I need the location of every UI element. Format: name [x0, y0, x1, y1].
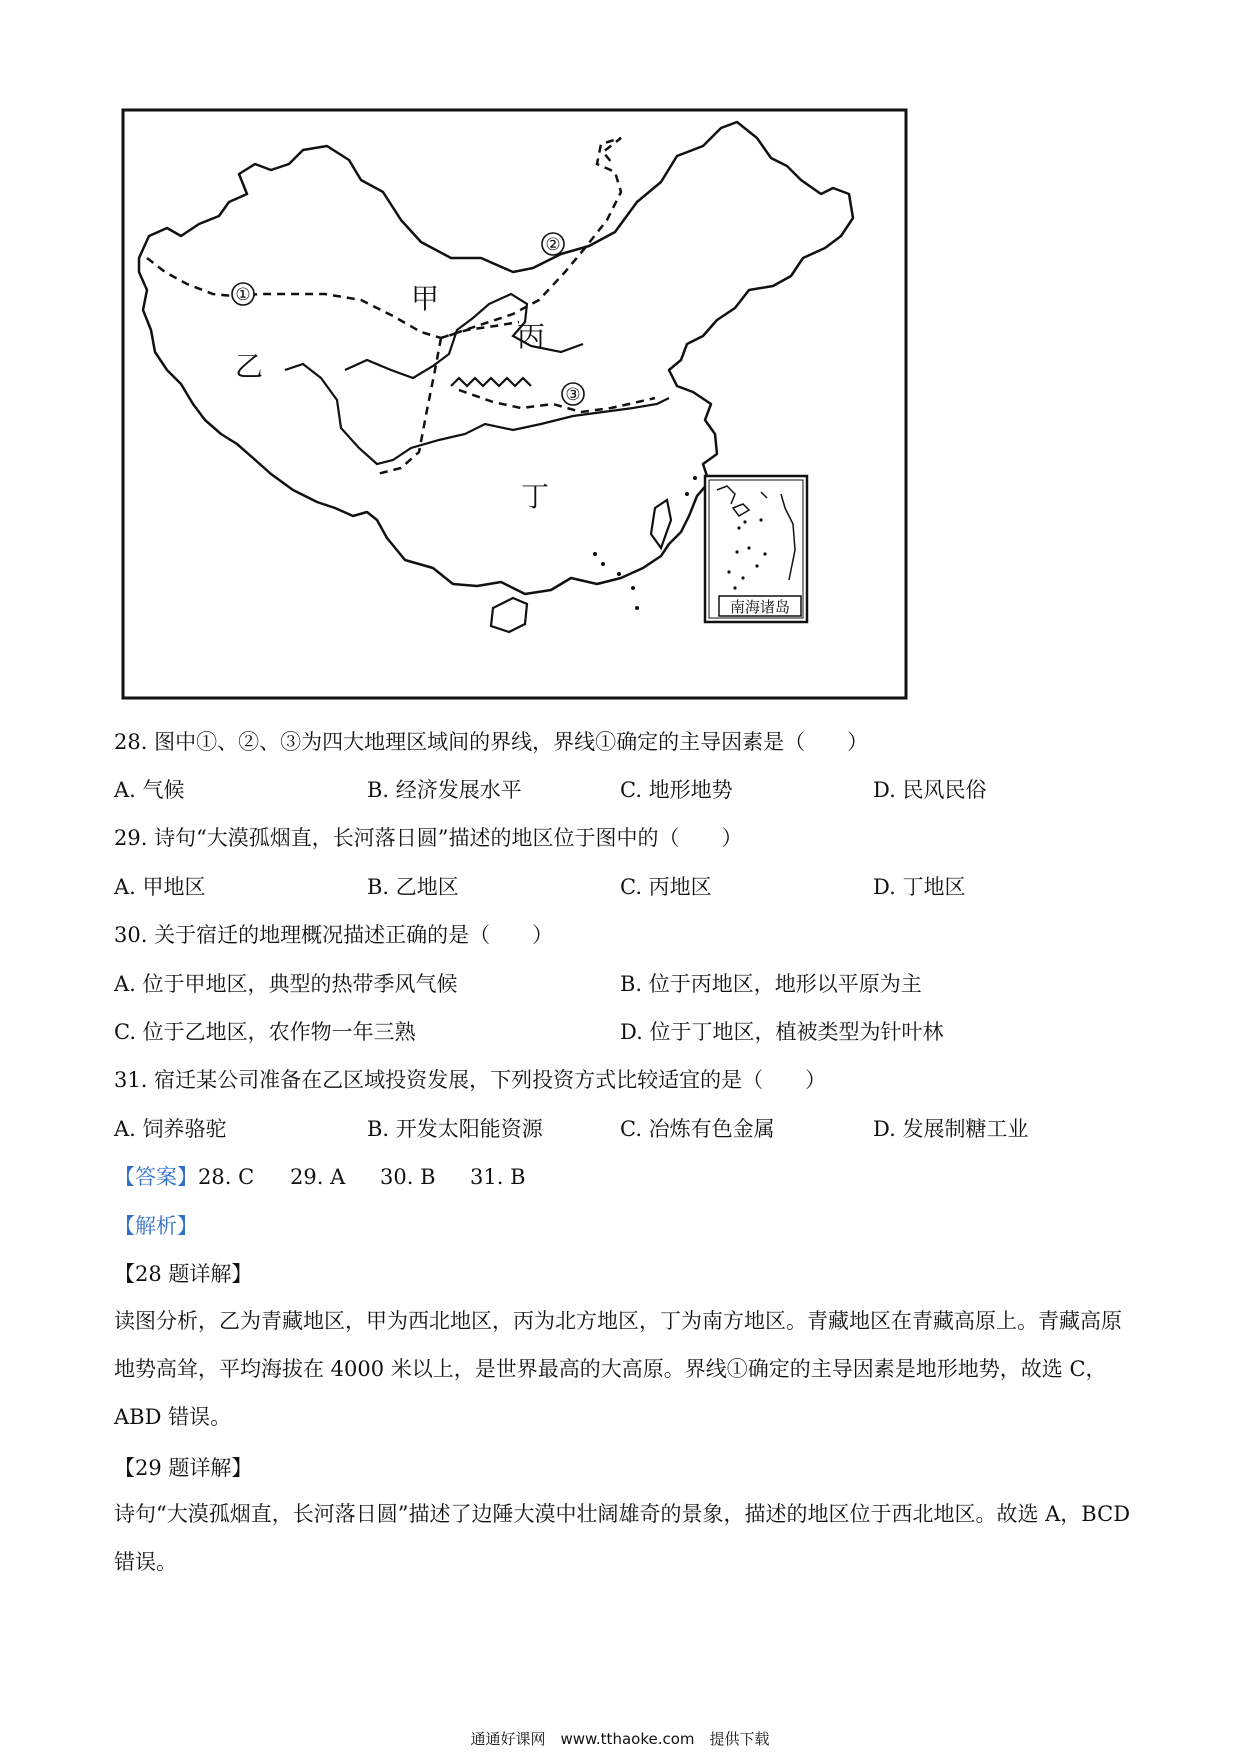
detail-29-heading: 【29 题详解】: [114, 1456, 253, 1480]
question-28-stem: 28. 图中①、②、③为四大地理区域间的界线，界线①确定的主导因素是（ ）: [114, 730, 869, 754]
option-b[interactable]: B. 位于丙地区，地形以平原为主: [620, 972, 922, 996]
region-label-jia: 甲: [411, 282, 440, 315]
boundary-mark-1: ①: [235, 285, 251, 305]
option-d[interactable]: D. 发展制糖工业: [873, 1117, 1029, 1141]
region-label-bing: 丙: [517, 320, 546, 353]
boundary-mark-2: ②: [545, 235, 561, 255]
question-29-options: [114, 873, 1114, 901]
question-30-stem: 30. 关于宿迁的地理概况描述正确的是（ ）: [114, 923, 554, 947]
inset-label: 南海诸岛: [729, 598, 791, 616]
option-d[interactable]: D. 丁地区: [873, 875, 966, 899]
answer-30: 30. B: [380, 1165, 436, 1189]
option-c[interactable]: C. 丙地区: [620, 875, 712, 899]
option-d[interactable]: D. 位于丁地区，植被类型为针叶林: [620, 1020, 944, 1044]
option-d[interactable]: D. 民风民俗: [873, 778, 987, 802]
analysis-tag: 【解析】: [114, 1214, 198, 1238]
answer-28: 28. C: [198, 1165, 255, 1189]
answer-line: [114, 1163, 714, 1191]
question-30-options-row1: [114, 970, 1114, 998]
region-label-ding: 丁: [521, 480, 550, 513]
option-c[interactable]: C. 冶炼有色金属: [620, 1117, 775, 1141]
question-31-stem: 31. 宿迁某公司准备在乙区域投资发展，下列投资方式比较适宜的是（ ）: [114, 1068, 827, 1092]
option-b[interactable]: B. 经济发展水平: [367, 778, 522, 802]
detail-28-text: 读图分析，乙为青藏地区，甲为西北地区，丙为北方地区，丁为南方地区。青藏地区在青藏高原上。青藏高原地势高耸，平均海拔在 4000 米以上，是世界最高的大高原。界线①确定的主导因素是地形地势，故选 C，ABD 错误。: [114, 1309, 1122, 1429]
question-30-options-row2: [114, 1018, 1114, 1046]
question-31-options: [114, 1115, 1114, 1143]
option-c[interactable]: C. 位于乙地区，农作物一年三熟: [114, 1020, 416, 1044]
option-b[interactable]: B. 开发太阳能资源: [367, 1117, 543, 1141]
question-28-options: [114, 776, 1114, 804]
option-a[interactable]: A. 甲地区: [114, 875, 206, 899]
region-label-yi: 乙: [235, 350, 264, 383]
page-footer: 通通好课网 www.tthaoke.com 提供下载: [470, 1730, 770, 1748]
option-a[interactable]: A. 饲养骆驼: [114, 1117, 227, 1141]
detail-29-text: 诗句“大漠孤烟直，长河落日圆”描述了边陲大漠中壮阔雄奇的景象，描述的地区位于西北地区。故选 A，BCD 错误。: [114, 1502, 1131, 1574]
answer-31: 31. B: [470, 1165, 526, 1189]
option-b[interactable]: B. 乙地区: [367, 875, 459, 899]
china-region-map: [121, 108, 908, 700]
detail-28-heading: 【28 题详解】: [114, 1262, 253, 1286]
boundary-mark-3: ③: [565, 385, 581, 405]
answer-29: 29. A: [290, 1165, 346, 1189]
question-29-stem: 29. 诗句“大漠孤烟直，长河落日圆”描述的地区位于图中的（ ）: [114, 826, 743, 850]
option-c[interactable]: C. 地形地势: [620, 778, 733, 802]
option-a[interactable]: A. 位于甲地区，典型的热带季风气候: [114, 972, 458, 996]
option-a[interactable]: A. 气候: [114, 778, 185, 802]
south-china-sea-inset: [705, 476, 807, 622]
answer-tag: 【答案】: [114, 1165, 198, 1189]
